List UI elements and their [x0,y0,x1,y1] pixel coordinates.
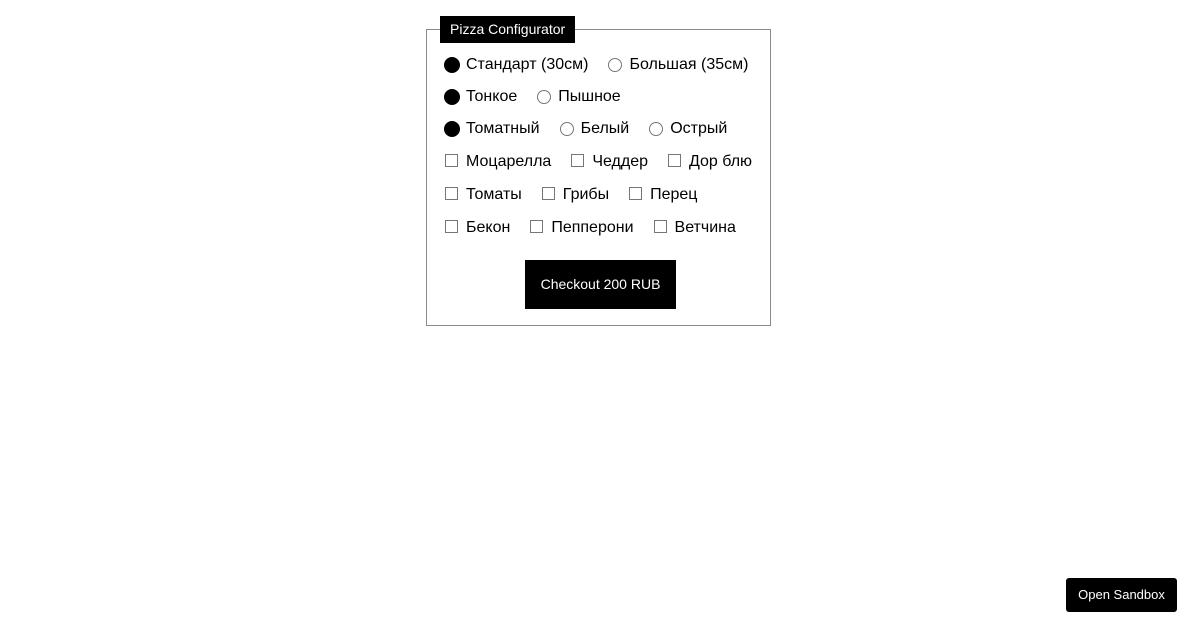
size-option-large[interactable] [608,56,748,74]
vegetable-option-label: Перец [650,186,698,203]
checkbox[interactable] [571,154,584,167]
sauce-options [445,118,727,140]
radio-unselected[interactable] [537,90,551,104]
cheese-options [445,151,752,173]
radio-selected[interactable] [444,57,460,73]
checkbox[interactable] [445,154,458,167]
cheese-option-label: Чеддер [592,153,648,170]
sauce-option-label: Острый [670,120,728,137]
vegetable-option-pepper[interactable] [629,186,697,204]
sauce-option-spicy[interactable] [649,120,727,138]
crust-options [445,86,621,108]
size-option-standard[interactable] [445,56,588,74]
cheese-option-label: Дор блю [689,153,753,170]
meat-option-label: Пепперони [551,219,634,236]
vegetable-option-mushrooms[interactable] [542,186,609,204]
checkbox[interactable] [445,220,458,233]
radio-unselected[interactable] [560,122,574,136]
crust-option-label: Тонкое [466,88,518,105]
checkbox[interactable] [654,220,667,233]
vegetable-options [445,184,697,206]
size-option-label: Большая (35см) [629,56,749,73]
crust-option-thin[interactable] [445,88,517,106]
meat-option-bacon[interactable] [445,219,510,237]
meat-options [445,217,736,239]
radio-selected[interactable] [444,89,460,105]
meat-option-pepperoni[interactable] [530,219,633,237]
size-option-label: Стандарт (30см) [466,56,589,73]
radio-unselected[interactable] [649,122,663,136]
checkbox[interactable] [629,187,642,200]
vegetable-option-label: Томаты [466,186,522,203]
radio-unselected[interactable] [608,58,622,72]
cheese-option-label: Моцарелла [466,153,552,170]
form-title: Pizza Configurator [440,16,575,43]
sauce-option-white[interactable] [560,120,630,138]
cheese-option-cheddar[interactable] [571,153,648,171]
open-sandbox-button[interactable]: Open Sandbox [1066,578,1177,612]
cheese-option-mozzarella[interactable] [445,153,551,171]
checkbox[interactable] [445,187,458,200]
crust-option-fluffy[interactable] [537,88,620,106]
meat-option-ham[interactable] [654,219,736,237]
checkbox[interactable] [668,154,681,167]
cheese-option-dorblu[interactable] [668,153,752,171]
vegetable-option-label: Грибы [562,186,610,203]
vegetable-option-tomatoes[interactable] [445,186,522,204]
radio-selected[interactable] [444,121,460,137]
pizza-configurator-form [426,21,771,326]
sauce-option-tomato[interactable] [445,120,540,138]
checkbox[interactable] [530,220,543,233]
checkbox[interactable] [542,187,555,200]
size-options [445,54,748,76]
meat-option-label: Бекон [466,219,511,236]
meat-option-label: Ветчина [674,219,736,236]
crust-option-label: Пышное [558,88,621,105]
sauce-option-label: Томатный [466,120,540,137]
checkout-button[interactable]: Checkout 200 RUB [525,260,676,309]
sauce-option-label: Белый [580,120,630,137]
